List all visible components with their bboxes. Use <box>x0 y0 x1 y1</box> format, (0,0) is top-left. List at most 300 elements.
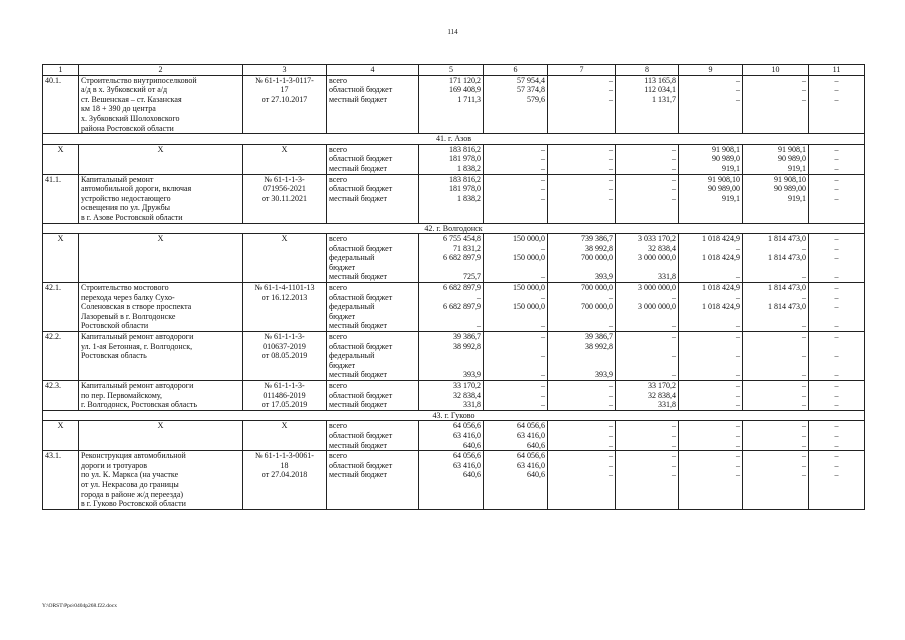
table-cell <box>43 421 79 451</box>
cell-line: – <box>834 272 839 282</box>
table-cell <box>243 421 327 451</box>
cell-line: освещения по ул. Дружбы <box>81 203 171 213</box>
cell-line: 640,6 <box>463 440 481 450</box>
table-cell <box>327 421 419 451</box>
cell-line: автомобильной дороги, включая <box>81 184 192 194</box>
cell-line: – <box>609 321 613 331</box>
cell-line: – <box>736 272 740 282</box>
cell-line: – <box>736 321 740 331</box>
cell-line <box>421 263 481 273</box>
section-row <box>43 410 865 421</box>
table-row <box>43 174 865 223</box>
cell-line: – <box>609 174 613 184</box>
cell-line: – <box>609 421 613 431</box>
cell-line: 3 000 000,0 <box>638 283 676 293</box>
cell-line: Х <box>157 234 164 244</box>
table-cell <box>484 144 548 174</box>
cell-line: – <box>736 370 740 380</box>
cell-line: – <box>541 292 545 302</box>
cell-line: – <box>834 351 839 361</box>
cell-line: – <box>609 470 613 480</box>
cell-line <box>681 263 740 273</box>
cell-line: № 61-1-1-3- <box>264 332 305 342</box>
cell-line: 1 018 424,9 <box>702 253 740 263</box>
cell-line: – <box>802 460 806 470</box>
cell-line: 700 000,0 <box>581 283 613 293</box>
cell-line: 64 056,6 <box>453 451 481 461</box>
table-row <box>43 381 865 411</box>
cell-line <box>486 361 545 371</box>
table-cell <box>743 421 809 451</box>
table-cell <box>327 144 419 174</box>
table-cell <box>43 283 79 332</box>
cell-line: областной бюджет <box>329 292 393 302</box>
cell-line: 63 416,0 <box>453 460 481 470</box>
cell-line: – <box>834 292 839 302</box>
cell-line: 1 814 473,0 <box>768 234 806 244</box>
table-cell <box>79 381 243 411</box>
cell-line: местный бюджет <box>329 370 387 380</box>
cell-line: 640,6 <box>527 440 545 450</box>
table-cell <box>616 421 679 451</box>
cell-line <box>421 361 481 371</box>
cell-line: – <box>672 451 676 461</box>
cell-line: 071956-2021 <box>263 184 306 194</box>
column-number: 10 <box>743 65 809 76</box>
column-number: 9 <box>679 65 743 76</box>
cell-line: Капитальный ремонт автодороги <box>81 381 194 390</box>
cell-line: Ростовская область <box>81 351 147 361</box>
cell-line: – <box>802 321 806 331</box>
cell-line: – <box>834 381 839 390</box>
table-cell <box>327 234 419 283</box>
cell-line: – <box>609 430 613 440</box>
cell-line <box>550 312 613 322</box>
cell-line: 183 816,2 <box>449 174 481 184</box>
cell-line: областной бюджет <box>329 85 393 95</box>
cell-line: – <box>736 243 740 253</box>
cell-line: – <box>672 421 676 431</box>
cell-line: – <box>477 292 481 302</box>
cell-line: от 17.05.2019 <box>261 400 308 410</box>
table-cell <box>548 144 616 174</box>
cell-line: а/д в х. Зубковский от а/д <box>81 85 168 95</box>
cell-line: от ул. Некрасова до границы <box>81 479 179 489</box>
cell-line: 331,8 <box>658 400 676 410</box>
table-cell <box>809 332 865 381</box>
cell-line: – <box>834 321 839 331</box>
cell-line: – <box>802 272 806 282</box>
cell-line: – <box>834 234 839 244</box>
table-cell <box>809 381 865 411</box>
cell-line: всего <box>329 144 348 154</box>
cell-line: 18 <box>280 460 289 470</box>
cell-line: – <box>802 421 806 431</box>
table-row <box>43 421 865 451</box>
cell-line: № 61-1-1-3- <box>264 381 305 390</box>
cell-line: – <box>736 351 740 361</box>
table-cell <box>79 234 243 283</box>
cell-line: Соленовская в створе проспекта <box>81 302 192 312</box>
cell-line: 42.1. <box>45 283 61 293</box>
cell-line: областной бюджет <box>329 154 393 164</box>
cell-line: – <box>834 390 839 400</box>
cell-line: всего <box>329 234 348 244</box>
cell-line: – <box>802 430 806 440</box>
cell-line: всего <box>329 421 348 431</box>
cell-line: 32 838,4 <box>648 390 676 400</box>
cell-line: 91 908,10 <box>774 174 806 184</box>
cell-line <box>486 342 545 352</box>
cell-line: – <box>672 460 676 470</box>
table-cell <box>43 75 79 134</box>
cell-line: 183 816,2 <box>449 144 481 154</box>
cell-line: дороги и тротуаров <box>81 460 148 470</box>
cell-line: – <box>834 243 839 253</box>
cell-line: 33 170,2 <box>453 381 481 390</box>
cell-line: – <box>834 460 839 470</box>
table-cell <box>679 174 743 223</box>
table-cell <box>484 283 548 332</box>
cell-line: – <box>541 400 545 410</box>
cell-line: – <box>736 381 740 390</box>
cell-line: 150 000,0 <box>513 234 545 244</box>
cell-line: 919,1 <box>788 193 806 203</box>
cell-line: 150 000,0 <box>513 253 545 263</box>
table-row <box>43 234 865 283</box>
table-cell <box>809 421 865 451</box>
column-number: 5 <box>419 65 484 76</box>
cell-line: – <box>736 421 740 431</box>
financing-table <box>42 64 865 510</box>
cell-line <box>811 361 862 371</box>
table-cell <box>548 174 616 223</box>
cell-line: – <box>834 440 839 450</box>
cell-line: – <box>609 184 613 194</box>
cell-line: 331,8 <box>463 400 481 410</box>
cell-line: – <box>736 85 740 95</box>
cell-line: 91 908,1 <box>778 144 806 154</box>
table-cell <box>743 283 809 332</box>
table-cell <box>809 75 865 134</box>
cell-line: – <box>834 421 839 431</box>
cell-line: № 61-1-1-3-0117- <box>255 75 314 85</box>
column-number: 6 <box>484 65 548 76</box>
cell-line: областной бюджет <box>329 460 393 470</box>
cell-line: – <box>672 163 676 173</box>
cell-line: 6 755 454,8 <box>443 234 481 244</box>
table-cell <box>743 75 809 134</box>
table-cell <box>616 451 679 510</box>
table-cell <box>809 283 865 332</box>
cell-line: – <box>802 440 806 450</box>
cell-line: 113 165,8 <box>644 75 676 85</box>
table-cell <box>484 451 548 510</box>
cell-line: 63 416,0 <box>453 430 481 440</box>
table-cell <box>419 451 484 510</box>
cell-line: – <box>802 75 806 85</box>
cell-line: 17 <box>280 85 289 95</box>
cell-line: 57 954,4 <box>517 75 545 85</box>
cell-line: – <box>541 163 545 173</box>
cell-line: – <box>609 440 613 450</box>
table-cell <box>548 283 616 332</box>
cell-line: – <box>672 154 676 164</box>
table-cell <box>743 174 809 223</box>
cell-line: – <box>541 243 545 253</box>
table-cell <box>43 174 79 223</box>
table-row <box>43 451 865 510</box>
cell-line: 919,1 <box>722 193 740 203</box>
table-cell <box>809 144 865 174</box>
cell-line: 725,7 <box>463 272 481 282</box>
cell-line: – <box>736 440 740 450</box>
cell-line: – <box>834 154 839 164</box>
cell-line: 181 978,0 <box>449 184 481 194</box>
cell-line: – <box>736 75 740 85</box>
cell-line: – <box>834 253 839 263</box>
table-cell <box>327 283 419 332</box>
cell-line: – <box>672 370 676 380</box>
column-number: 7 <box>548 65 616 76</box>
table-cell <box>243 174 327 223</box>
cell-line: 1 814 473,0 <box>768 253 806 263</box>
table-cell <box>419 174 484 223</box>
table-cell <box>43 381 79 411</box>
cell-line: – <box>609 163 613 173</box>
cell-line: – <box>672 144 676 154</box>
table-cell <box>79 332 243 381</box>
cell-line: – <box>609 75 613 85</box>
table-cell <box>743 451 809 510</box>
cell-line: – <box>834 75 839 85</box>
cell-line: – <box>609 400 613 410</box>
column-number: 11 <box>809 65 865 76</box>
cell-line: 90 989,0 <box>712 154 740 164</box>
cell-line <box>681 361 740 371</box>
cell-line: – <box>672 193 676 203</box>
cell-line: – <box>834 163 839 173</box>
cell-line: федеральный <box>329 302 375 312</box>
table-cell <box>743 234 809 283</box>
cell-line: – <box>672 292 676 302</box>
cell-line <box>618 342 676 352</box>
table-cell <box>743 332 809 381</box>
cell-line <box>745 361 806 371</box>
cell-line: – <box>834 332 839 342</box>
table-cell <box>43 451 79 510</box>
cell-line: 3 000 000,0 <box>638 302 676 312</box>
cell-line: – <box>802 351 806 361</box>
table-cell <box>243 332 327 381</box>
cell-line: всего <box>329 75 348 85</box>
cell-line: – <box>802 370 806 380</box>
table-cell <box>616 144 679 174</box>
cell-line: – <box>736 451 740 461</box>
section-row <box>43 223 865 234</box>
table-cell <box>327 332 419 381</box>
cell-line: – <box>541 184 545 194</box>
cell-line: всего <box>329 451 348 461</box>
cell-line: бюджет <box>329 360 356 370</box>
cell-line: Х <box>281 234 288 244</box>
cell-line: – <box>609 451 613 461</box>
cell-line <box>421 351 481 361</box>
table-cell <box>327 381 419 411</box>
cell-line: Х <box>157 421 164 431</box>
cell-line <box>811 263 862 273</box>
cell-line: 40.1. <box>45 75 61 85</box>
cell-line: – <box>541 381 545 390</box>
cell-line: – <box>672 174 676 184</box>
table-cell <box>616 283 679 332</box>
table-cell <box>679 144 743 174</box>
cell-line: областной бюджет <box>329 243 393 253</box>
cell-line: 011486-2019 <box>263 390 306 400</box>
table-row <box>43 332 865 381</box>
cell-line: 640,6 <box>527 470 545 480</box>
table-cell <box>679 332 743 381</box>
cell-line: от 16.12.2013 <box>261 292 308 302</box>
cell-line: – <box>802 400 806 410</box>
table-row <box>43 75 865 134</box>
cell-line: 393,9 <box>595 370 613 380</box>
cell-line: 6 682 897,9 <box>443 283 481 293</box>
cell-line: – <box>834 193 839 203</box>
cell-line: 919,1 <box>722 163 740 173</box>
table-cell <box>243 234 327 283</box>
table-cell <box>419 144 484 174</box>
cell-line: 64 056,6 <box>517 421 545 431</box>
cell-line: 64 056,6 <box>453 421 481 431</box>
cell-line <box>486 263 545 273</box>
cell-line: 33 170,2 <box>648 381 676 390</box>
cell-line: – <box>736 430 740 440</box>
cell-line <box>745 312 806 322</box>
cell-line: бюджет <box>329 311 356 321</box>
cell-line: местный бюджет <box>329 470 387 480</box>
cell-line: 181 978,0 <box>449 154 481 164</box>
cell-line: 150 000,0 <box>513 302 545 312</box>
cell-line: устройство недостающего <box>81 193 171 203</box>
table-cell <box>484 381 548 411</box>
table-cell <box>616 174 679 223</box>
cell-line: ст. Вешенская – ст. Казанская <box>81 94 182 104</box>
cell-line: Х <box>57 234 64 244</box>
cell-line: областной бюджет <box>329 430 393 440</box>
table-cell <box>679 451 743 510</box>
cell-line: 32 838,4 <box>453 390 481 400</box>
cell-line: км 18 + 390 до центра <box>81 104 156 114</box>
cell-line: – <box>834 144 839 154</box>
cell-line: федеральный <box>329 253 375 263</box>
cell-line: Строительство внутрипоселковой <box>81 75 197 85</box>
cell-line: 38 992,8 <box>585 243 613 253</box>
cell-line: 739 386,7 <box>581 234 613 244</box>
cell-line: – <box>672 351 676 361</box>
cell-line: 38 992,8 <box>585 341 613 351</box>
cell-line: 57 374,8 <box>517 85 545 95</box>
cell-line: – <box>672 184 676 194</box>
cell-line <box>618 312 676 322</box>
cell-line: – <box>834 85 839 95</box>
table-cell <box>79 283 243 332</box>
cell-line: ул. 1-ая Бетонная, г. Волгодонск, <box>81 341 193 351</box>
cell-line: – <box>541 332 545 342</box>
cell-line: федеральный <box>329 351 375 361</box>
cell-line: Лазоревый в г. Волгодонске <box>81 311 176 321</box>
cell-line <box>618 263 676 273</box>
cell-line: по пер. Первомайскому, <box>81 390 162 400</box>
column-number: 3 <box>243 65 327 76</box>
cell-line: – <box>802 451 806 461</box>
cell-line: областной бюджет <box>329 390 393 400</box>
cell-line: – <box>609 460 613 470</box>
cell-line: х. Зубковский Шолоховского <box>81 113 180 123</box>
cell-line: № 61-1-1-3- <box>264 174 305 184</box>
cell-line <box>745 263 806 273</box>
cell-line: – <box>834 94 839 104</box>
cell-line: – <box>834 302 839 312</box>
cell-line: – <box>541 154 545 164</box>
cell-line: местный бюджет <box>329 321 387 331</box>
column-number: 1 <box>43 65 79 76</box>
cell-line: – <box>802 381 806 390</box>
cell-line: – <box>834 370 839 380</box>
cell-line: 150 000,0 <box>513 283 545 293</box>
section-title: 42. г. Волгодонск <box>43 223 865 234</box>
table-cell <box>679 421 743 451</box>
column-number-row <box>43 65 865 76</box>
cell-line: 3 000 000,0 <box>638 253 676 263</box>
cell-line <box>550 361 613 371</box>
table-cell <box>327 451 419 510</box>
cell-line: 6 682 897,9 <box>443 302 481 312</box>
cell-line: 42.2. <box>45 332 61 342</box>
cell-line: – <box>736 292 740 302</box>
table-cell <box>419 332 484 381</box>
cell-line: – <box>541 272 545 282</box>
table-cell <box>616 332 679 381</box>
cell-line: всего <box>329 332 348 342</box>
page-number: 114 <box>447 28 458 36</box>
cell-line: Х <box>57 144 64 154</box>
table-cell <box>548 234 616 283</box>
cell-line: – <box>477 321 481 331</box>
table-cell <box>809 234 865 283</box>
table-cell <box>484 75 548 134</box>
table-cell <box>548 332 616 381</box>
cell-line: всего <box>329 283 348 293</box>
table-cell <box>43 144 79 174</box>
cell-line: местный бюджет <box>329 400 387 410</box>
cell-line: – <box>541 390 545 400</box>
cell-line: 112 034,1 <box>644 85 676 95</box>
table-cell <box>419 234 484 283</box>
table-cell <box>43 234 79 283</box>
cell-line: 1 018 424,9 <box>702 302 740 312</box>
cell-line: № 61-1-1-3-0061- <box>255 451 314 461</box>
cell-line: Ростовской области <box>81 321 149 331</box>
cell-line: в г. Азове Ростовской области <box>81 212 183 222</box>
cell-line: 1 018 424,9 <box>702 283 740 293</box>
cell-line: Х <box>281 421 288 431</box>
cell-line: 579,6 <box>527 94 545 104</box>
cell-line: местный бюджет <box>329 440 387 450</box>
cell-line: 63 416,0 <box>517 430 545 440</box>
table-cell <box>548 421 616 451</box>
cell-line: – <box>609 390 613 400</box>
